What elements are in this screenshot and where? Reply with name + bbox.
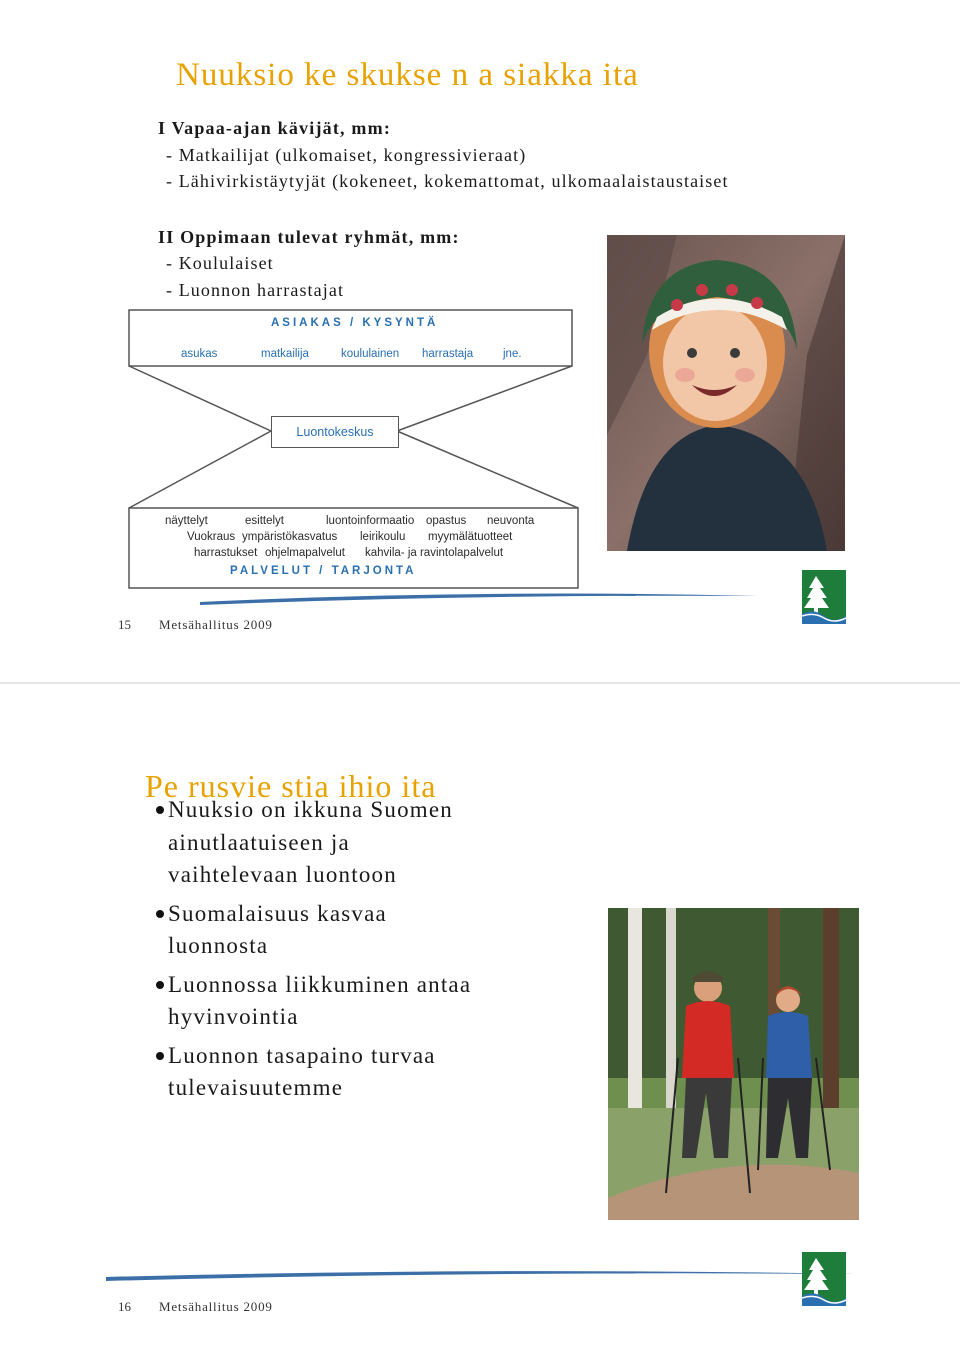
service-item: neuvonta bbox=[487, 515, 535, 527]
demand-item: matkailija bbox=[261, 348, 309, 360]
service-item: luontoinformaatio bbox=[326, 515, 415, 527]
footer-organization: Metsähallitus 2009 bbox=[159, 617, 273, 632]
funnel-line bbox=[397, 366, 572, 431]
demand-label: ASIAKAS / KYSYNTÄ bbox=[271, 317, 439, 329]
footer-organization: Metsähallitus 2009 bbox=[159, 1299, 273, 1314]
bullet-item: Luonnossa liikkuminen antaa hyvinvointia bbox=[156, 969, 486, 1034]
text-line: - Matkailijat (ulkomaiset, kongressivieraat) bbox=[166, 145, 527, 165]
metsahallitus-logo bbox=[802, 570, 846, 629]
service-item: näyttelyt bbox=[165, 515, 208, 527]
metsahallitus-logo bbox=[802, 1252, 846, 1311]
section-heading-leisure: I Vapaa-ajan kävijät, mm: bbox=[158, 118, 392, 138]
bullet-list bbox=[156, 794, 486, 1111]
text-line: - Koululaiset bbox=[166, 253, 274, 273]
slide-title: Nuuksio ke skukse n a siakka ita bbox=[176, 57, 639, 93]
text-line: - Luonnon harrastajat bbox=[166, 280, 345, 300]
service-item: opastus bbox=[426, 515, 467, 527]
funnel-line bbox=[397, 431, 578, 508]
bullet-item: Luonnon tasapaino turvaa tulevaisuutemme bbox=[156, 1040, 486, 1105]
bullet-item: Suomalaisuus kasvaa luonnosta bbox=[156, 898, 486, 963]
page-number: 16 bbox=[118, 1299, 131, 1314]
page-number: 15 bbox=[118, 617, 131, 632]
swoosh-decoration bbox=[200, 591, 760, 605]
hikers-photo bbox=[608, 908, 859, 1220]
demand-item: harrastaja bbox=[422, 348, 474, 360]
child-photo bbox=[607, 235, 845, 551]
demand-item: jne. bbox=[503, 348, 522, 360]
service-item: kahvila- ja ravintolapalvelut bbox=[365, 547, 504, 559]
demand-item: koululainen bbox=[341, 348, 400, 360]
slide-15 bbox=[0, 0, 960, 683]
service-item: Vuokraus bbox=[187, 531, 236, 543]
slide-title: Pe rusvie stia ihio ita bbox=[145, 768, 437, 804]
center-label: Luontokeskus bbox=[271, 416, 399, 448]
bullet-item: Nuuksio on ikkuna Suomen ainutlaatuiseen ja vaihtelevaan luontoon bbox=[156, 794, 486, 892]
supply-label: PALVELUT / TARJONTA bbox=[230, 565, 417, 577]
service-item: esittelyt bbox=[245, 515, 284, 527]
section-heading-learning: II Oppimaan tulevat ryhmät, mm: bbox=[158, 227, 460, 247]
service-item: myymälätuotteet bbox=[428, 531, 513, 543]
service-item: leirikoulu bbox=[360, 531, 406, 543]
swoosh-decoration bbox=[106, 1269, 856, 1283]
service-item: harrastukset bbox=[194, 547, 258, 559]
service-item: ohjelmapalvelut bbox=[265, 547, 345, 559]
service-item: ympäristökasvatus bbox=[242, 531, 338, 543]
text-line: - Lähivirkistäytyjät (kokeneet, kokemattomat, ulkomaalaistaustaiset bbox=[166, 171, 729, 191]
funnel-line bbox=[129, 431, 271, 508]
slide-16 bbox=[0, 684, 960, 1367]
funnel-line bbox=[129, 366, 271, 431]
demand-item: asukas bbox=[181, 348, 218, 360]
